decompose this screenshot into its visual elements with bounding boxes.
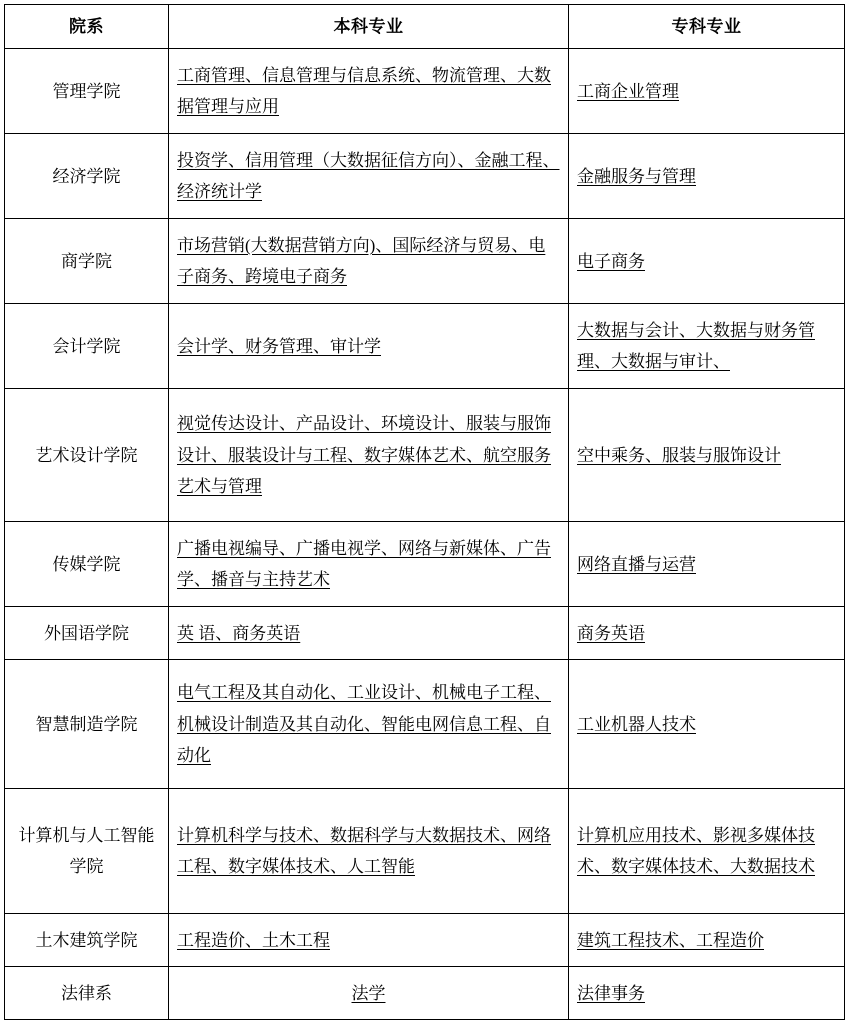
bachelor-majors: [169, 660, 569, 789]
document-page: [0, 4, 848, 1006]
college-majors: [569, 789, 845, 914]
college-majors: [569, 914, 845, 967]
department-name: 土木建筑学院: [5, 914, 169, 967]
college-majors-text: 建筑工程技术、工程造价: [577, 930, 764, 950]
bachelor-majors: [169, 389, 569, 522]
bachelor-majors-text: 投资学、信用管理（大数据征信方向）、金融工程、经济统计学: [177, 151, 560, 202]
department-name: 经济学院: [5, 134, 169, 219]
college-majors: [569, 522, 845, 607]
bachelor-majors: [169, 914, 569, 967]
college-majors-text: 工业机器人技术: [577, 714, 696, 734]
department-name: 传媒学院: [5, 522, 169, 607]
college-majors-text: 网络直播与运营: [577, 554, 696, 574]
college-majors: [569, 304, 845, 389]
bachelor-majors: [169, 607, 569, 660]
college-majors-text: 空中乘务、服装与服饰设计: [577, 445, 781, 465]
table-row: [5, 914, 845, 967]
department-name: 智慧制造学院: [5, 660, 169, 789]
bachelor-majors: [169, 304, 569, 389]
college-majors: [569, 134, 845, 219]
majors-table: [4, 4, 845, 1020]
department-name: 商学院: [5, 219, 169, 304]
bachelor-majors: [169, 134, 569, 219]
table-row: [5, 607, 845, 660]
college-majors: [569, 660, 845, 789]
college-majors: [569, 967, 845, 1020]
bachelor-majors-text: 工商管理、信息管理与信息系统、物流管理、大数据管理与应用: [177, 66, 551, 117]
table-row: [5, 304, 845, 389]
college-majors-text: 计算机应用技术、影视多媒体技术、数字媒体技术、大数据技术: [577, 826, 815, 877]
bachelor-majors: [169, 219, 569, 304]
column-header-department: 院系: [5, 5, 169, 49]
college-majors: [569, 607, 845, 660]
table-row: [5, 49, 845, 134]
table-row: [5, 134, 845, 219]
bachelor-majors: [169, 522, 569, 607]
bachelor-majors-text: 电气工程及其自动化、工业设计、机械电子工程、机械设计制造及其自动化、智能电网信息工程、自动化: [177, 683, 551, 766]
bachelor-majors-text: 会计学、财务管理、审计学: [177, 336, 381, 356]
bachelor-majors-text: 工程造价、土木工程: [177, 930, 330, 950]
bachelor-majors-text: 市场营销(大数据营销方向)、国际经济与贸易、电子商务、跨境电子商务: [177, 236, 546, 287]
column-header-bachelor: 本科专业: [169, 5, 569, 49]
department-name: 法律系: [5, 967, 169, 1020]
bachelor-majors: [169, 789, 569, 914]
college-majors-text: 电子商务: [577, 251, 645, 271]
table-header: [5, 5, 845, 49]
bachelor-majors-text: 计算机科学与技术、数据科学与大数据技术、网络工程、数字媒体技术、人工智能: [177, 826, 551, 877]
college-majors: [569, 389, 845, 522]
department-name: 管理学院: [5, 49, 169, 134]
table-body: [5, 49, 845, 1020]
bachelor-majors-text: 法学: [351, 983, 386, 1003]
table-row: [5, 660, 845, 789]
college-majors-text: 金融服务与管理: [577, 166, 696, 186]
table-row: [5, 219, 845, 304]
college-majors: [569, 49, 845, 134]
department-name: 计算机与人工智能学院: [5, 789, 169, 914]
column-header-college: 专科专业: [569, 5, 845, 49]
table-header-row: [5, 5, 845, 49]
bachelor-majors-text: 视觉传达设计、产品设计、环境设计、服装与服饰设计、服装设计与工程、数字媒体艺术、航空服务艺术与管理: [177, 414, 551, 497]
college-majors-text: 工商企业管理: [577, 81, 679, 101]
table-row: [5, 522, 845, 607]
college-majors-text: 法律事务: [577, 983, 645, 1003]
table-row: [5, 789, 845, 914]
bachelor-majors: [169, 967, 569, 1020]
department-name: 艺术设计学院: [5, 389, 169, 522]
bachelor-majors-text: 广播电视编导、广播电视学、网络与新媒体、广告学、播音与主持艺术: [177, 539, 551, 590]
table-row: [5, 967, 845, 1020]
college-majors-text: 大数据与会计、大数据与财务管理、大数据与审计、: [577, 321, 815, 372]
college-majors-text: 商务英语: [577, 623, 645, 643]
bachelor-majors-text: 英 语、商务英语: [177, 623, 301, 643]
bachelor-majors: [169, 49, 569, 134]
table-row: [5, 389, 845, 522]
department-name: 外国语学院: [5, 607, 169, 660]
department-name: 会计学院: [5, 304, 169, 389]
college-majors: [569, 219, 845, 304]
